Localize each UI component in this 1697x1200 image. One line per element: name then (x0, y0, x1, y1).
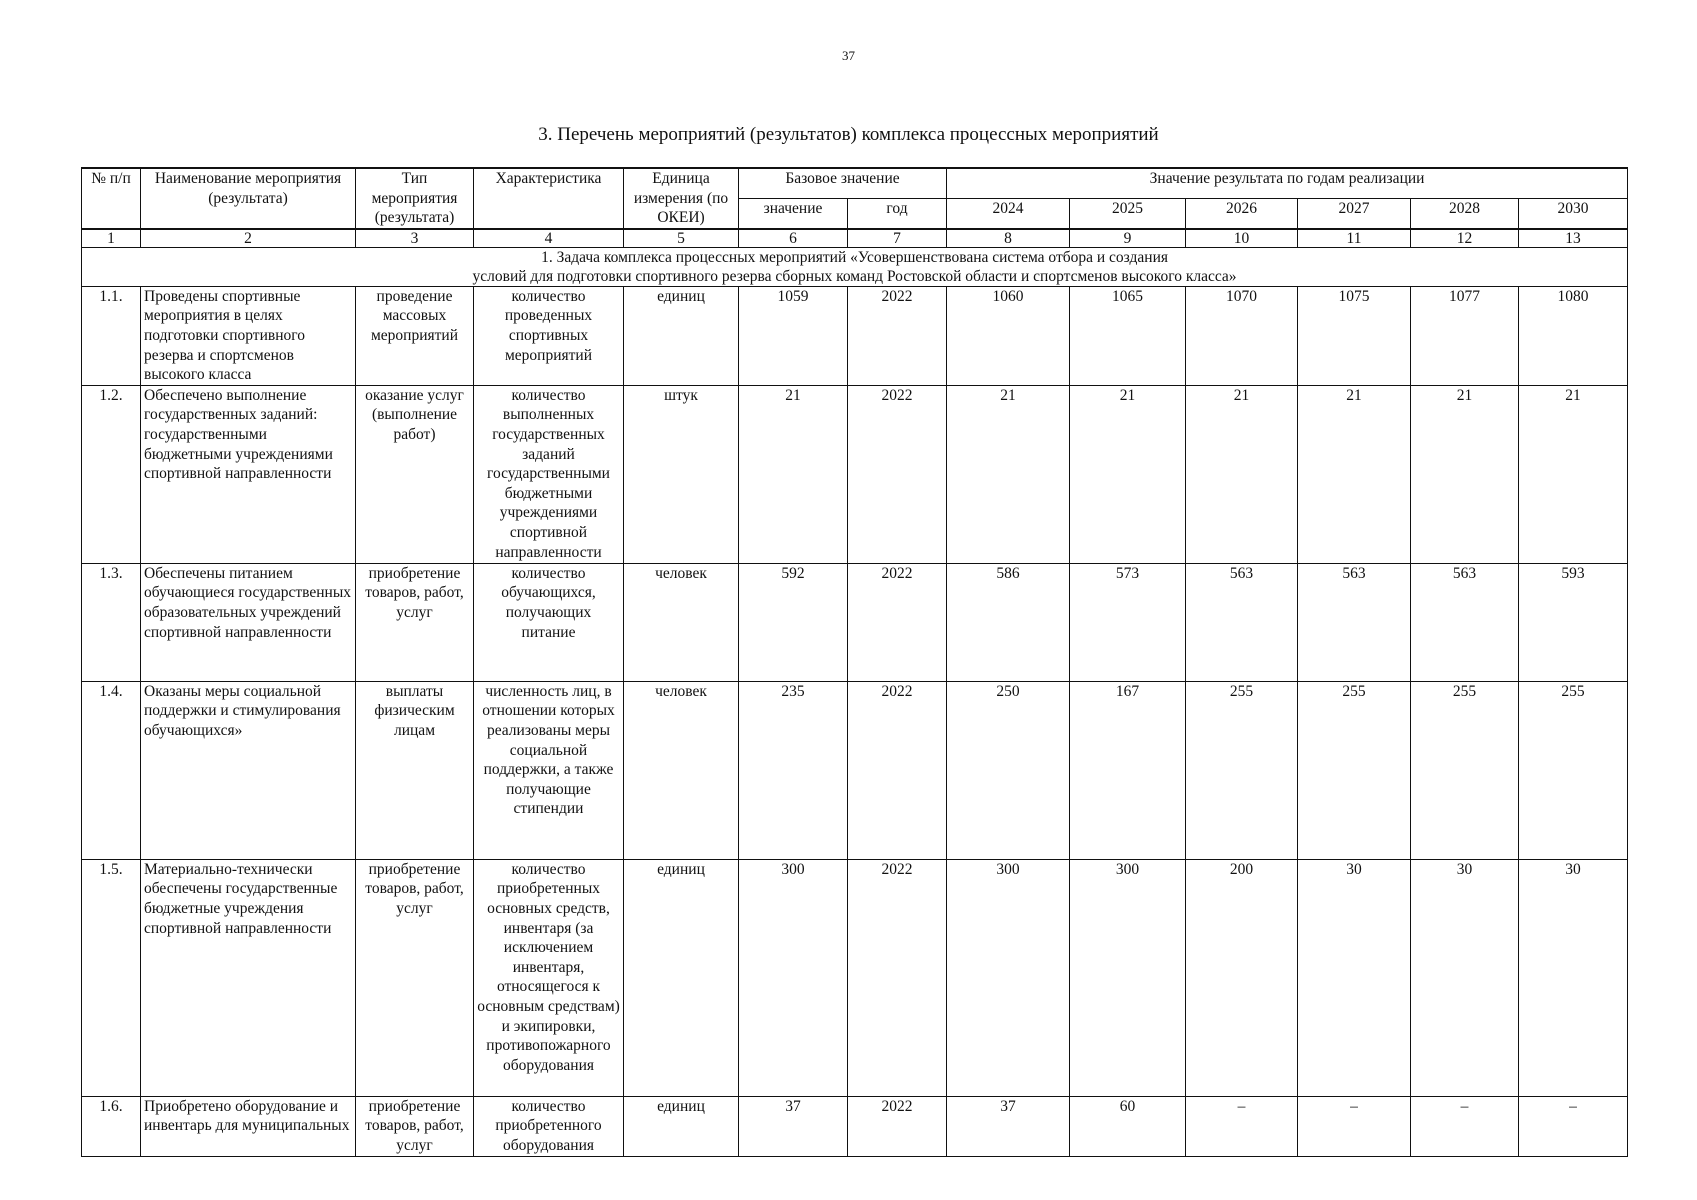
row-base-value: 300 (739, 859, 848, 1096)
row-value-2028: – (1411, 1096, 1519, 1156)
row-name: Обеспечены питанием обучающиеся государственных образовательных учреждений спортивной направленности (141, 563, 356, 681)
header-base-year: год (848, 198, 947, 228)
row-characteristic: количество приобретенных основных средств, инвентаря (за исключением инвентаря, относящегося к основным средствам) и экипировки, противопожарного оборудования (474, 859, 624, 1096)
column-number: 13 (1519, 229, 1628, 248)
header-year-2024: 2024 (947, 198, 1070, 228)
row-value-2027: 30 (1298, 859, 1411, 1096)
row-value-2028: 1077 (1411, 286, 1519, 385)
row-value-2024: 1060 (947, 286, 1070, 385)
row-base-value: 1059 (739, 286, 848, 385)
row-value-2026: 200 (1186, 859, 1298, 1096)
table-row (82, 681, 1628, 859)
column-number: 2 (141, 229, 356, 248)
row-value-2025: 300 (1070, 859, 1186, 1096)
header-year-2027: 2027 (1298, 198, 1411, 228)
row-value-2030: 593 (1519, 563, 1628, 681)
header-type: Тип мероприятия (результата) (356, 168, 474, 229)
column-number: 5 (624, 229, 739, 248)
row-num: 1.1. (82, 286, 141, 385)
row-type: оказание услуг (выполнение работ) (356, 385, 474, 563)
table-row (82, 286, 1628, 385)
row-name: Проведены спортивные мероприятия в целях подготовки спортивного резерва и спортсменов высокого класса (141, 286, 356, 385)
column-number: 1 (82, 229, 141, 248)
row-unit: единиц (624, 859, 739, 1096)
row-value-2026: 1070 (1186, 286, 1298, 385)
table-row (82, 385, 1628, 563)
header-year-2030: 2030 (1519, 198, 1628, 228)
row-value-2028: 30 (1411, 859, 1519, 1096)
row-num: 1.6. (82, 1096, 141, 1156)
row-characteristic: количество выполненных государственных заданий государственными бюджетными учреждениями спортивной направленности (474, 385, 624, 563)
row-base-year: 2022 (848, 385, 947, 563)
row-base-value: 21 (739, 385, 848, 563)
row-characteristic: численность лиц, в отношении которых реализованы меры социальной поддержки, а также получающие стипендии (474, 681, 624, 859)
row-value-2026: 255 (1186, 681, 1298, 859)
row-value-2028: 21 (1411, 385, 1519, 563)
measures-table (81, 167, 1628, 1157)
row-num: 1.5. (82, 859, 141, 1096)
row-value-2028: 255 (1411, 681, 1519, 859)
row-value-2025: 167 (1070, 681, 1186, 859)
row-base-year: 2022 (848, 681, 947, 859)
row-base-value: 592 (739, 563, 848, 681)
row-unit: единиц (624, 286, 739, 385)
header-year-2025: 2025 (1070, 198, 1186, 228)
row-value-2024: 300 (947, 859, 1070, 1096)
header-row-1 (82, 168, 1628, 198)
row-value-2030: 30 (1519, 859, 1628, 1096)
row-value-2025: 21 (1070, 385, 1186, 563)
column-number: 11 (1298, 229, 1411, 248)
row-value-2024: 21 (947, 385, 1070, 563)
row-name: Обеспечено выполнение государственных заданий: государственными бюджетными учреждениями спортивной направленности (141, 385, 356, 563)
column-numbers-row (82, 229, 1628, 248)
header-years-group: Значение результата по годам реализации (947, 168, 1628, 198)
table-row (82, 563, 1628, 681)
page-number: 37 (842, 48, 855, 63)
document-title: 3. Перечень мероприятий (результатов) комплекса процессных мероприятий (538, 124, 1159, 145)
row-base-value: 37 (739, 1096, 848, 1156)
row-value-2025: 60 (1070, 1096, 1186, 1156)
row-unit: человек (624, 681, 739, 859)
row-value-2024: 586 (947, 563, 1070, 681)
header-num: № п/п (82, 168, 141, 229)
table-row (82, 859, 1628, 1096)
table-row (82, 1096, 1628, 1156)
row-value-2030: 255 (1519, 681, 1628, 859)
header-year-2028: 2028 (1411, 198, 1519, 228)
row-name: Приобретено оборудование и инвентарь для муниципальных (141, 1096, 356, 1156)
row-type: проведение массовых мероприятий (356, 286, 474, 385)
header-year-2026: 2026 (1186, 198, 1298, 228)
row-name: Материально-технически обеспечены государственные бюджетные учреждения спортивной направленности (141, 859, 356, 1096)
column-number: 7 (848, 229, 947, 248)
row-value-2025: 1065 (1070, 286, 1186, 385)
row-value-2030: 21 (1519, 385, 1628, 563)
row-num: 1.4. (82, 681, 141, 859)
row-type: приобретение товаров, работ, услуг (356, 859, 474, 1096)
row-value-2027: 21 (1298, 385, 1411, 563)
header-characteristic: Характеристика (474, 168, 624, 229)
row-value-2027: 563 (1298, 563, 1411, 681)
row-value-2026: – (1186, 1096, 1298, 1156)
row-unit: единиц (624, 1096, 739, 1156)
row-value-2028: 563 (1411, 563, 1519, 681)
row-value-2025: 573 (1070, 563, 1186, 681)
row-value-2030: – (1519, 1096, 1628, 1156)
row-base-year: 2022 (848, 859, 947, 1096)
row-characteristic: количество обучающихся, получающих питание (474, 563, 624, 681)
row-value-2027: – (1298, 1096, 1411, 1156)
header-base-value: значение (739, 198, 848, 228)
row-type: приобретение товаров, работ, услуг (356, 563, 474, 681)
column-number: 10 (1186, 229, 1298, 248)
column-number: 12 (1411, 229, 1519, 248)
row-value-2030: 1080 (1519, 286, 1628, 385)
column-number: 3 (356, 229, 474, 248)
row-name: Оказаны меры социальной поддержки и стимулирования обучающихся» (141, 681, 356, 859)
row-value-2024: 37 (947, 1096, 1070, 1156)
row-value-2026: 21 (1186, 385, 1298, 563)
column-number: 9 (1070, 229, 1186, 248)
section-heading (82, 247, 1628, 286)
section-heading-line-1: 1. Задача комплекса процессных мероприятий «Усовершенствована система отбора и создания (541, 248, 1169, 266)
row-value-2026: 563 (1186, 563, 1298, 681)
column-number: 6 (739, 229, 848, 248)
section-heading-line-2: условий для подготовки спортивного резерва сборных команд Ростовской области и спортсменов высокого класса» (472, 267, 1237, 285)
row-characteristic: количество проведенных спортивных мероприятий (474, 286, 624, 385)
row-base-year: 2022 (848, 286, 947, 385)
header-name: Наименование мероприятия (результата) (141, 168, 356, 229)
column-number: 4 (474, 229, 624, 248)
row-base-value: 235 (739, 681, 848, 859)
row-type: выплаты физическим лицам (356, 681, 474, 859)
row-base-year: 2022 (848, 1096, 947, 1156)
row-value-2024: 250 (947, 681, 1070, 859)
row-value-2027: 1075 (1298, 286, 1411, 385)
header-unit: Единица измерения (по ОКЕИ) (624, 168, 739, 229)
row-unit: штук (624, 385, 739, 563)
header-base: Базовое значение (739, 168, 947, 198)
section-row (82, 247, 1628, 286)
row-num: 1.3. (82, 563, 141, 681)
row-type: приобретение товаров, работ, услуг (356, 1096, 474, 1156)
column-number: 8 (947, 229, 1070, 248)
row-base-year: 2022 (848, 563, 947, 681)
row-unit: человек (624, 563, 739, 681)
row-characteristic: количество приобретенного оборудования (474, 1096, 624, 1156)
row-num: 1.2. (82, 385, 141, 563)
row-value-2027: 255 (1298, 681, 1411, 859)
